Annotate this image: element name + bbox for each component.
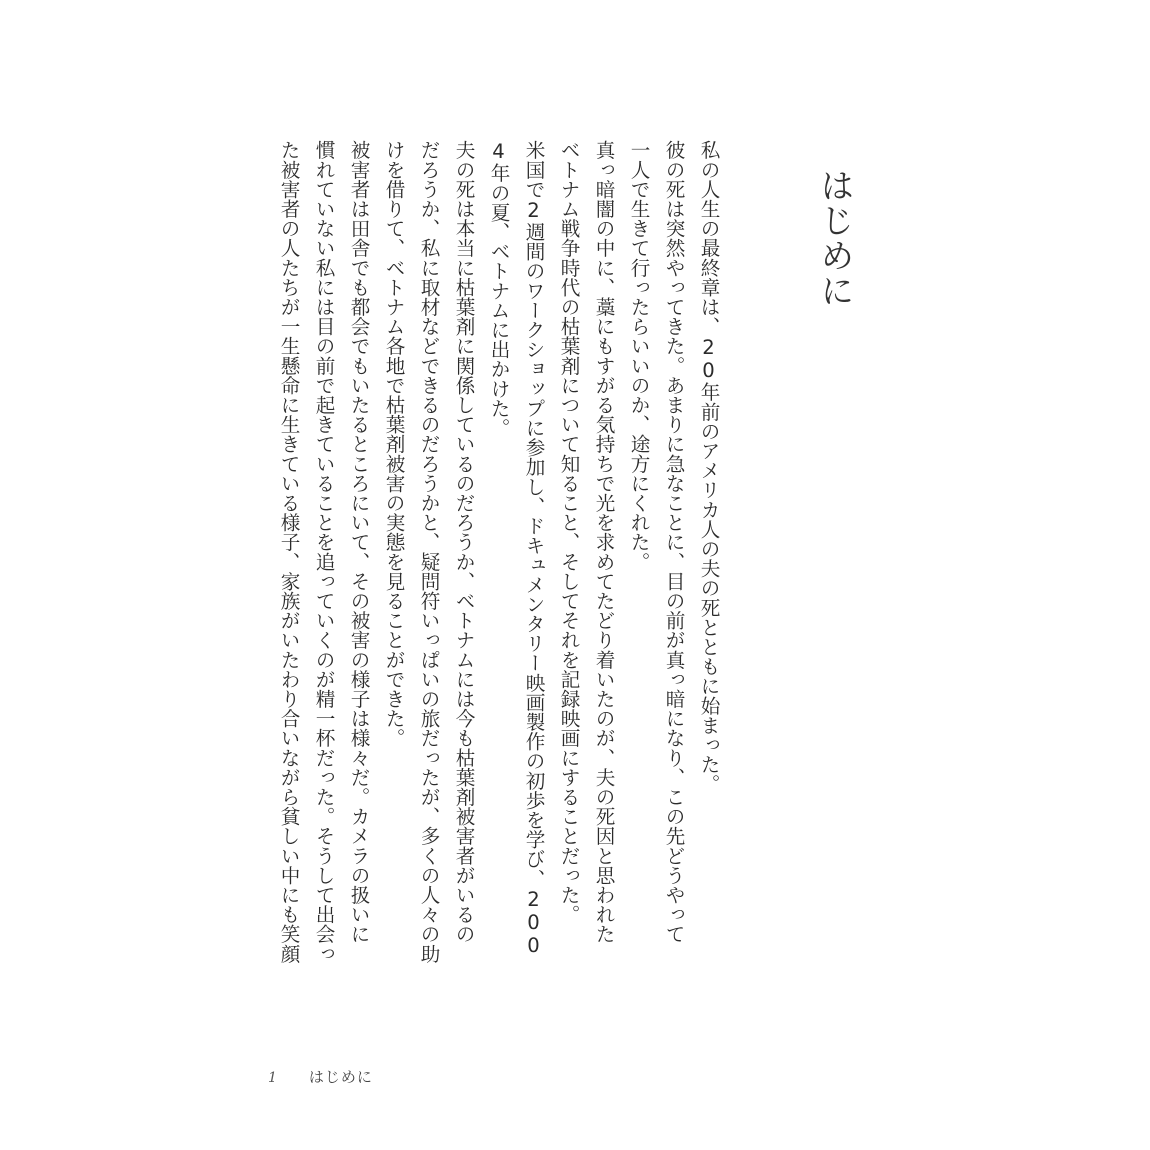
body-line: 被害者は田舎でも都会でもいたるところにいて、その被害の様子は様々だ。カメラの扱いに — [347, 140, 370, 944]
page-footer — [268, 1066, 373, 1087]
body-line: 慣れていない私には目の前で起きていることを追っていくのが精一杯だった。そうして出会っ — [312, 140, 335, 964]
page-number: 1 — [268, 1070, 277, 1086]
body-line: 私の人生の最終章は、20年前のアメリカ人の夫の死とともに始まった。 — [697, 140, 720, 794]
body-line: 真っ暗闇の中に、藁にもすがる気持ちで光を求めてたどり着いたのが、夫の死因と思われた — [592, 140, 615, 944]
body-line: 一人で生きて行ったらいいのか、途方にくれた。 — [627, 140, 650, 572]
body-line: 夫の死は本当に枯葉剤に関係しているのだろうか、ベトナムには今も枯葉剤被害者がいるの — [452, 140, 475, 944]
body-line: 彼の死は突然やってきた。あまりに急なことに、目の前が真っ暗になり、この先どうやって — [662, 140, 685, 944]
body-line: だろうか、私に取材などできるのだろうかと、疑問符いっぱいの旅だったが、多くの人々の助 — [417, 140, 440, 964]
body-line: た被害者の人たちが一生懸命に生きている様子、家族がいたわり合いながら貧しい中にも笑顔 — [277, 140, 300, 964]
body-line: けを借りて、ベトナム各地で枯葉剤被害の実態を見ることができた。 — [382, 140, 405, 748]
chapter-title: はじめに — [814, 168, 854, 308]
body-line: 4年の夏、ベトナムに出かけた。 — [487, 140, 510, 438]
running-head: はじめに — [308, 1068, 373, 1086]
body-line: 米国で2週間のワークショップに参加し、ドキュメンタリー映画製作の初歩を学び、200 — [522, 140, 545, 958]
body-line: ベトナム戦争時代の枯葉剤について知ること、そしてそれを記録映画にすることだった。 — [557, 140, 580, 924]
